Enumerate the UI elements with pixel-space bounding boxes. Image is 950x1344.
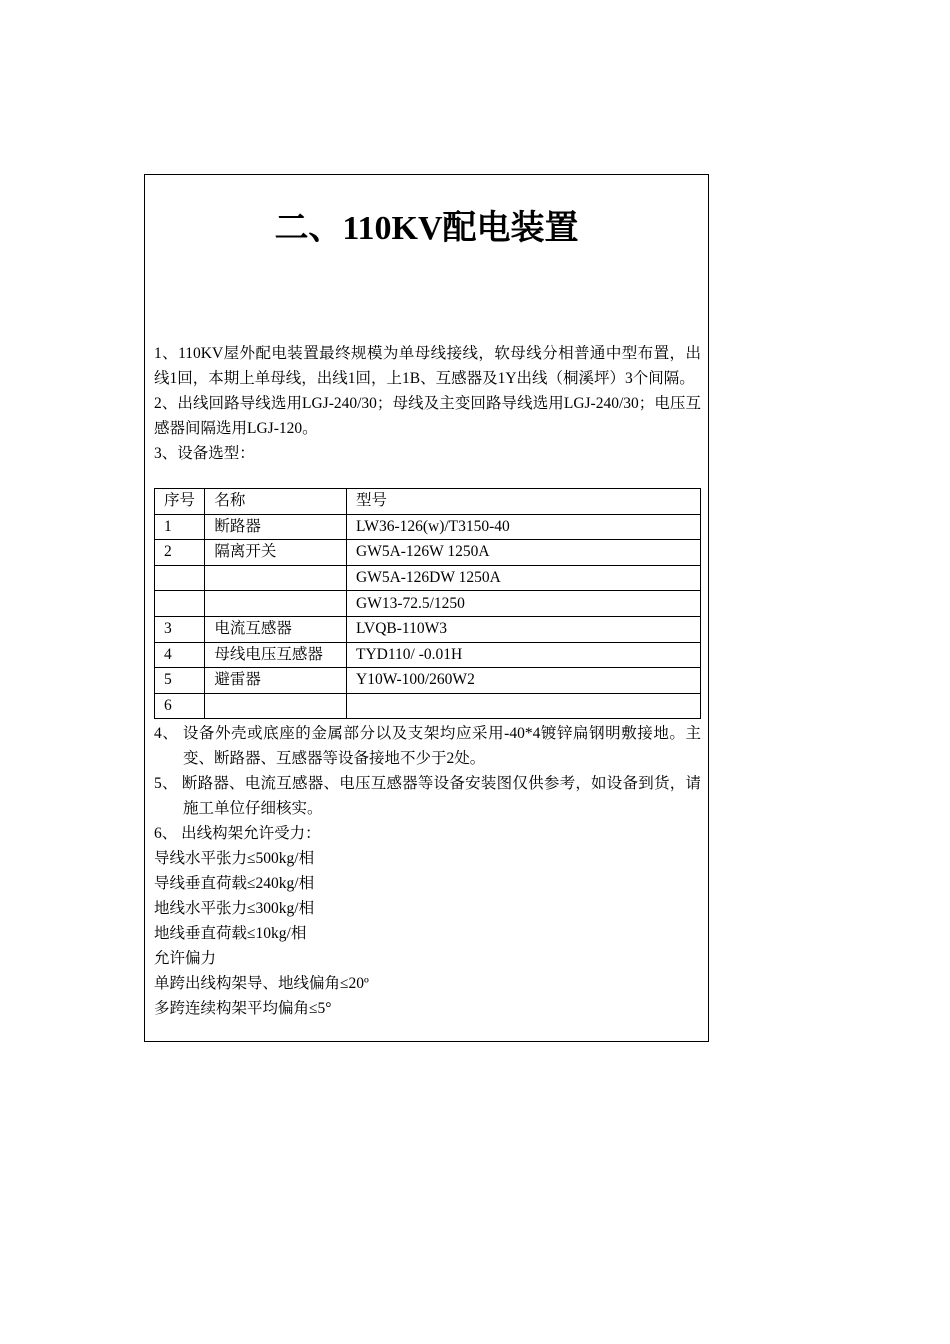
row-name [205,591,347,617]
force-line: 允许偏力 [154,950,217,967]
document-frame [144,174,709,1042]
force-line: 多跨连续构架平均偏角≤5° [154,1000,332,1017]
row-index: 1 [155,514,205,540]
row-name [205,565,347,591]
note-item-6: 6、 出线构架允许受力： [154,825,321,842]
header-name: 名称 [205,489,347,515]
row-index: 2 [155,540,205,566]
force-line: 导线垂直荷载≤240kg/相 [154,875,315,892]
equipment-table [154,488,701,719]
equipment-table-wrap [154,488,701,719]
row-model: GW13-72.5/1250 [347,591,701,617]
row-model: Y10W-100/260W2 [347,668,701,694]
row-name: 避雷器 [205,668,347,694]
table-row [155,565,701,591]
force-line: 地线水平张力≤300kg/相 [154,900,315,917]
note-item-5: 5、 断路器、电流互感器、电压互感器等设备安装图仅供参考，如设备到货，请施工单位仔细核实。 [154,775,701,817]
row-name: 断路器 [205,514,347,540]
row-name [205,693,347,719]
force-line: 单跨出线构架导、地线偏角≤20º [154,975,369,992]
table-row [155,668,701,694]
intro-item-2: 2、出线回路导线选用LGJ-240/30；母线及主变回路导线选用LGJ-240/30；电压互感器间隔选用LGJ-120。 [154,395,701,437]
header-index: 序号 [155,489,205,515]
intro-item-1: 1、110KV屋外配电装置最终规模为单母线接线，软母线分相普通中型布置，出线1回，本期上单母线，出线1回，上1B、互感器及1Y出线（桐溪坪）3个间隔。 [154,345,701,387]
row-index: 4 [155,642,205,668]
table-row [155,591,701,617]
row-name: 隔离开关 [205,540,347,566]
row-model: LVQB-110W3 [347,616,701,642]
row-name: 电流互感器 [205,616,347,642]
header-model: 型号 [347,489,701,515]
force-line: 地线垂直荷载≤10kg/相 [154,925,307,942]
row-model [347,693,701,719]
row-index [155,591,205,617]
row-name: 母线电压互感器 [205,642,347,668]
table-header-row [155,489,701,515]
row-index [155,565,205,591]
intro-section [154,341,701,466]
row-index: 5 [155,668,205,694]
row-model: GW5A-126W 1250A [347,540,701,566]
table-row [155,514,701,540]
force-line: 导线水平张力≤500kg/相 [154,850,315,867]
row-index: 3 [155,616,205,642]
note-item-4: 4、 设备外壳或底座的金属部分以及支架均应采用-40*4镀锌扁钢明敷接地。主变、断路器、互感器等设备接地不少于2处。 [154,725,701,767]
intro-item-3: 3、设备选型： [154,445,255,462]
row-model: LW36-126(w)/T3150-40 [347,514,701,540]
table-row [155,616,701,642]
table-row [155,693,701,719]
table-row [155,642,701,668]
page-title: 二、110KV配电装置 [274,210,579,247]
row-model: GW5A-126DW 1250A [347,565,701,591]
row-model: TYD110/ -0.01H [347,642,701,668]
row-index: 6 [155,693,205,719]
table-row [155,540,701,566]
notes-section [154,721,701,1021]
